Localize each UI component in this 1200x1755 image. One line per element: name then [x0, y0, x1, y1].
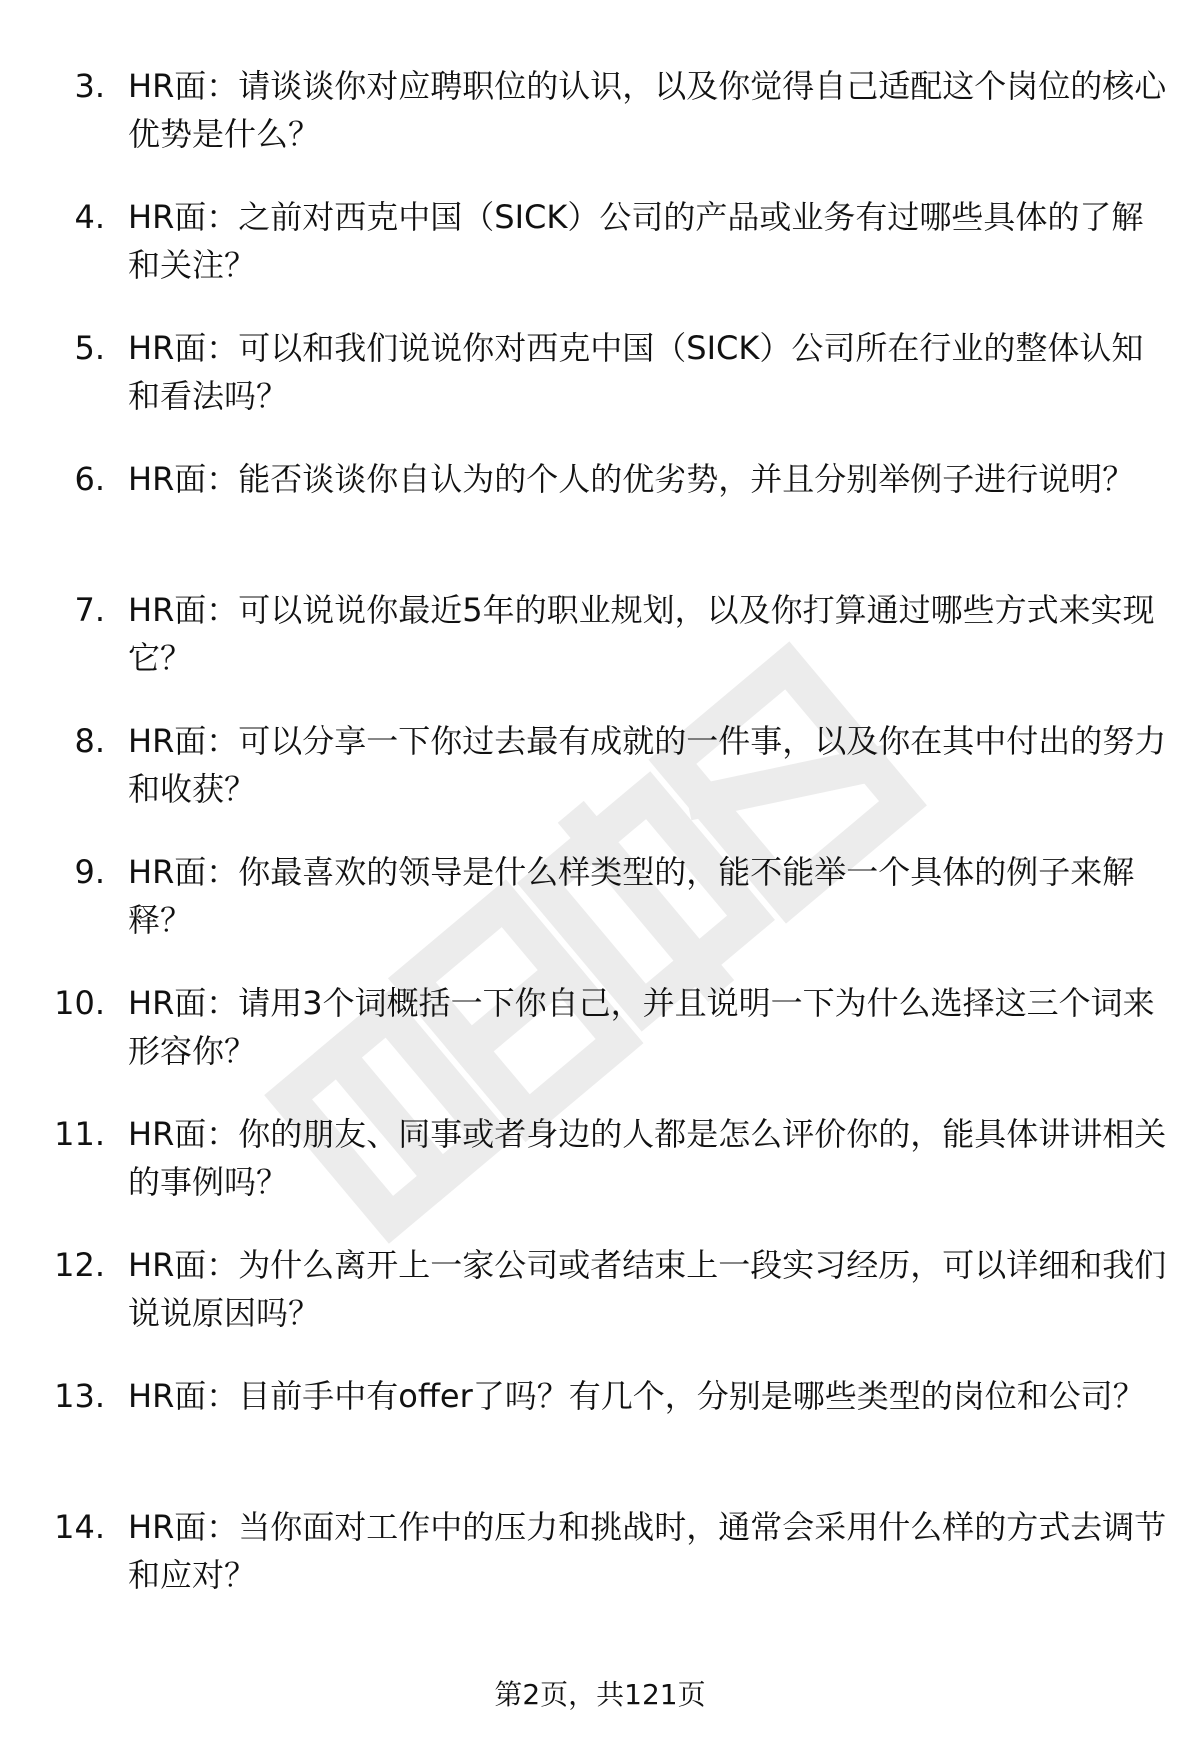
question-text: HR面：你的朋友、同事或者身边的人都是怎么评价你的，能具体讲讲相关的事例吗？	[128, 1115, 1167, 1201]
question-number: 9.	[74, 853, 105, 891]
question-text: HR面：为什么离开上一家公司或者结束上一段实习经历，可以详细和我们说说原因吗？	[128, 1246, 1167, 1332]
question-number: 14.	[54, 1508, 105, 1546]
question-number: 8.	[74, 722, 105, 760]
list-item	[0, 1503, 1200, 1634]
list-item	[0, 848, 1200, 979]
question-text: HR面：目前手中有offer了吗？有几个，分别是哪些类型的岗位和公司？	[128, 1377, 1145, 1415]
question-number: 5.	[74, 329, 105, 367]
question-number: 10.	[54, 984, 105, 1022]
list-item	[0, 62, 1200, 193]
list-item	[0, 1110, 1200, 1241]
question-text: HR面：请用3个词概括一下你自己，并且说明一下为什么选择这三个词来形容你？	[128, 984, 1155, 1070]
list-item	[0, 455, 1200, 586]
question-number: 3.	[74, 67, 105, 105]
list-item	[0, 717, 1200, 848]
question-number: 6.	[74, 460, 105, 498]
question-text: HR面：可以分享一下你过去最有成就的一件事，以及你在其中付出的努力和收获？	[128, 722, 1167, 808]
question-number: 7.	[74, 591, 105, 629]
list-item	[0, 1372, 1200, 1503]
question-number: 11.	[54, 1115, 105, 1153]
question-text: HR面：请谈谈你对应聘职位的认识，以及你觉得自己适配这个岗位的核心优势是什么？	[128, 67, 1167, 153]
list-item	[0, 586, 1200, 717]
question-text: HR面：能否谈谈你自认为的个人的优劣势，并且分别举例子进行说明？	[128, 460, 1135, 498]
list-item	[0, 1241, 1200, 1372]
question-text: HR面：你最喜欢的领导是什么样类型的，能不能举一个具体的例子来解释？	[128, 853, 1135, 939]
question-text: HR面：当你面对工作中的压力和挑战时，通常会采用什么样的方式去调节和应对？	[128, 1508, 1167, 1594]
question-number: 4.	[74, 198, 105, 236]
question-list	[0, 62, 1200, 1634]
question-text: HR面：可以和我们说说你对西克中国（SICK）公司所在行业的整体认知和看法吗？	[128, 329, 1144, 415]
list-item	[0, 193, 1200, 324]
page-footer: 第2页，共121页	[494, 1678, 706, 1711]
question-text: HR面：可以说说你最近5年的职业规划，以及你打算通过哪些方式来实现它？	[128, 591, 1155, 677]
question-text: HR面：之前对西克中国（SICK）公司的产品或业务有过哪些具体的了解和关注？	[128, 198, 1144, 284]
list-item	[0, 979, 1200, 1110]
list-item	[0, 324, 1200, 455]
question-number: 12.	[54, 1246, 105, 1284]
question-number: 13.	[54, 1377, 105, 1415]
